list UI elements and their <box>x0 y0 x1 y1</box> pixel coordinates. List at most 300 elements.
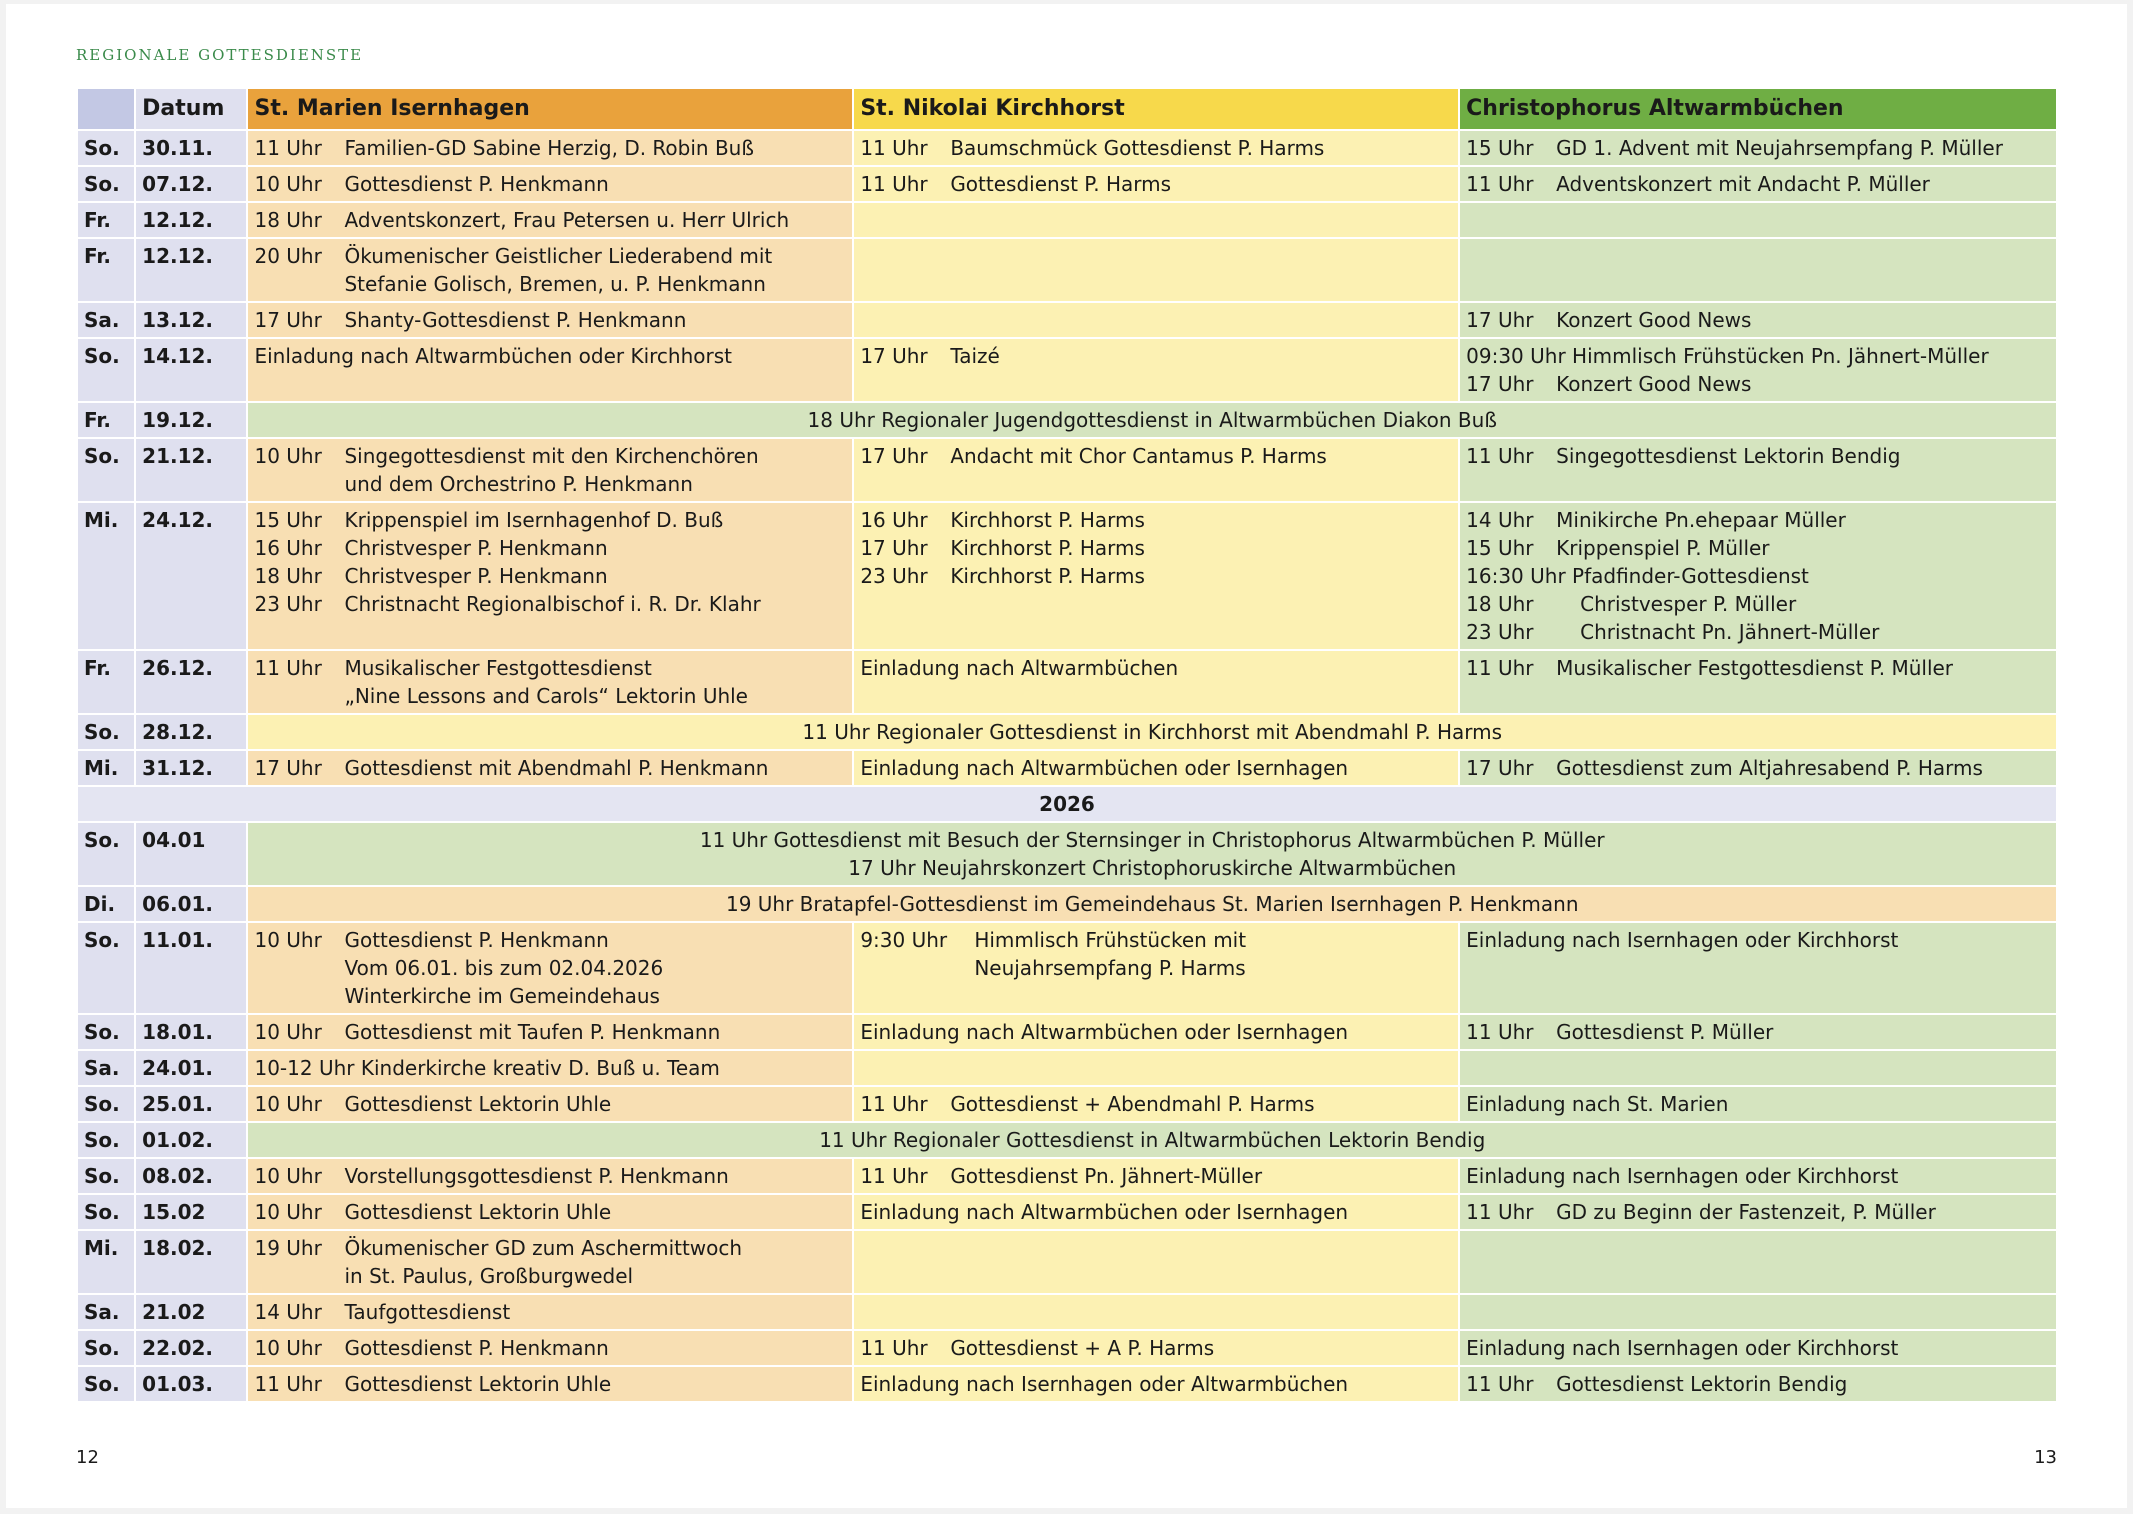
event-line: 11 Uhr Gottesdienst mit Besuch der Sternsinger in Christophorus Altwarmbüchen P. Müller <box>699 828 1605 852</box>
event-time: 16 Uhr <box>860 508 928 532</box>
event-description-line: Gottesdienst zum Altjahresabend P. Harms <box>1556 756 1983 780</box>
regional-service-cell <box>248 823 2056 885</box>
event-description-line: Gottesdienst P. Müller <box>1556 1020 1774 1044</box>
nikolai-cell: Einladung nach Altwarmbüchen oder Isernhagen <box>854 751 1458 785</box>
event-description-line: Konzert Good News <box>1556 308 1752 332</box>
nikolai-cell <box>854 1331 1458 1365</box>
event-description-line: Stefanie Golisch, Bremen, u. P. Henkmann <box>344 272 766 296</box>
date-cell: 01.03. <box>136 1367 246 1401</box>
event-time: 15 Uhr <box>254 508 322 532</box>
event-entry <box>1466 654 2050 682</box>
event-description-line: Singegottesdienst mit den Kirchenchören <box>344 444 759 468</box>
event-description-line: Adventskonzert, Frau Petersen u. Herr Ulrich <box>344 208 790 232</box>
event-time: 17 Uhr <box>1466 308 1534 332</box>
nikolai-cell <box>854 131 1458 165</box>
event-description-line: Neujahrsempfang P. Harms <box>974 956 1246 980</box>
event-description <box>1556 1018 2050 1046</box>
event-description <box>950 1334 1452 1362</box>
section-title: REGIONALE GOTTESDIENSTE <box>76 46 364 64</box>
event-description <box>950 506 1452 534</box>
christophorus-cell <box>1460 1195 2056 1229</box>
date-cell: 28.12. <box>136 715 246 749</box>
event-description-line: Ökumenischer GD zum Aschermittwoch <box>344 1236 743 1260</box>
table-row <box>78 303 2056 337</box>
marien-cell <box>248 651 852 713</box>
table-row <box>78 503 2056 649</box>
event-time: 18 Uhr <box>254 208 322 232</box>
event-description <box>1556 370 2050 398</box>
event-description <box>1556 306 2050 334</box>
event-time: 17 Uhr <box>1466 372 1534 396</box>
event-entry <box>1466 442 2050 470</box>
marien-cell <box>248 203 852 237</box>
event-description <box>1556 754 2050 782</box>
event-description-line: Musikalischer Festgottesdienst <box>344 656 652 680</box>
event-description-line: Ökumenischer Geistlicher Liederabend mit <box>344 244 773 268</box>
event-description <box>344 1370 846 1398</box>
event-description <box>950 342 1452 370</box>
date-cell: 12.12. <box>136 239 246 301</box>
event-description-line: Gottesdienst Lektorin Bendig <box>1556 1372 1848 1396</box>
event-description <box>344 1334 846 1362</box>
event-entry <box>254 562 846 590</box>
weekday-cell: Sa. <box>78 1295 134 1329</box>
date-cell: 24.12. <box>136 503 246 649</box>
event-time: 10 Uhr <box>254 1200 322 1224</box>
nikolai-cell <box>854 503 1458 649</box>
event-description-line: Taufgottesdienst <box>344 1300 511 1324</box>
weekday-cell: So. <box>78 1087 134 1121</box>
event-description <box>344 242 846 298</box>
event-time: 11 Uhr <box>860 136 928 160</box>
event-description <box>950 134 1452 162</box>
event-description <box>1556 534 2050 562</box>
table-row <box>78 1087 2056 1121</box>
event-description <box>344 1090 846 1118</box>
weekday-cell: Fr. <box>78 239 134 301</box>
weekday-cell: So. <box>78 167 134 201</box>
date-cell: 22.02. <box>136 1331 246 1365</box>
page-number-right: 13 <box>2034 1447 2057 1468</box>
event-entry <box>254 442 846 498</box>
regional-service-cell: 11 Uhr Regionaler Gottesdienst in Kirchhorst mit Abendmahl P. Harms <box>248 715 2056 749</box>
event-description-line: Christvesper P. Müller <box>1580 592 1797 616</box>
event-time: 10 Uhr <box>254 1336 322 1360</box>
event-entry <box>1466 1018 2050 1046</box>
weekday-cell: So. <box>78 1367 134 1401</box>
event-description <box>1556 1370 2050 1398</box>
event-description <box>1556 654 2050 682</box>
table-row <box>78 923 2056 1013</box>
event-entry <box>254 754 846 782</box>
event-description <box>344 754 846 782</box>
marien-cell <box>248 131 852 165</box>
event-entry <box>860 134 1452 162</box>
weekday-cell: Sa. <box>78 303 134 337</box>
marien-cell <box>248 1195 852 1229</box>
date-cell: 24.01. <box>136 1051 246 1085</box>
christophorus-cell <box>1460 339 2056 401</box>
event-time: 17 Uhr <box>254 756 322 780</box>
event-description <box>1556 134 2050 162</box>
event-description-line: Gottesdienst mit Abendmahl P. Henkmann <box>344 756 769 780</box>
event-time: 11 Uhr <box>1466 656 1534 680</box>
event-time: 11 Uhr <box>860 1092 928 1116</box>
nikolai-cell-empty <box>854 239 1458 301</box>
event-description <box>950 534 1452 562</box>
event-description <box>950 1090 1452 1118</box>
service-schedule-table <box>76 87 2058 1403</box>
date-cell: 18.01. <box>136 1015 246 1049</box>
event-time: 23 Uhr <box>254 592 322 616</box>
event-description-line: Christvesper P. Henkmann <box>344 564 608 588</box>
event-line: 16:30 Uhr Pfadfinder-Gottesdienst <box>1466 564 1809 588</box>
event-entry <box>254 534 846 562</box>
event-entry <box>254 306 846 334</box>
event-description-line: Krippenspiel P. Müller <box>1556 536 1770 560</box>
event-description <box>1556 506 2050 534</box>
regional-service-cell: 11 Uhr Regionaler Gottesdienst in Altwarmbüchen Lektorin Bendig <box>248 1123 2056 1157</box>
event-description-line: Gottesdienst + Abendmahl P. Harms <box>950 1092 1315 1116</box>
event-list <box>1466 590 2050 646</box>
event-time: 18 Uhr <box>1466 592 1534 616</box>
weekday-cell: Fr. <box>78 651 134 713</box>
event-description-line: Musikalischer Festgottesdienst P. Müller <box>1556 656 1954 680</box>
christophorus-cell <box>1460 131 2056 165</box>
date-header: Datum <box>136 89 246 129</box>
event-description <box>1580 590 2050 618</box>
event-description-line: Baumschmück Gottesdienst P. Harms <box>950 136 1325 160</box>
nikolai-cell-empty <box>854 1231 1458 1293</box>
weekday-cell: So. <box>78 1123 134 1157</box>
event-entry <box>860 926 1452 982</box>
date-cell: 11.01. <box>136 923 246 1013</box>
event-description <box>344 1162 846 1190</box>
event-description-line: GD zu Beginn der Fastenzeit, P. Müller <box>1556 1200 1936 1224</box>
nikolai-cell-empty <box>854 1051 1458 1085</box>
event-time: 10 Uhr <box>254 172 322 196</box>
date-cell: 01.02. <box>136 1123 246 1157</box>
marien-cell <box>248 1295 852 1329</box>
event-description-line: Krippenspiel im Isernhagenhof D. Buß <box>344 508 724 532</box>
event-description-line: Shanty-Gottesdienst P. Henkmann <box>344 308 687 332</box>
event-description-line: Andacht mit Chor Cantamus P. Harms <box>950 444 1327 468</box>
event-time: 14 Uhr <box>1466 508 1534 532</box>
date-cell: 06.01. <box>136 887 246 921</box>
event-description-line: Kirchhorst P. Harms <box>950 564 1145 588</box>
christophorus-cell <box>1460 303 2056 337</box>
date-cell: 25.01. <box>136 1087 246 1121</box>
weekday-cell: Mi. <box>78 503 134 649</box>
event-time: 15 Uhr <box>1466 136 1534 160</box>
event-description <box>950 442 1452 470</box>
event-time: 23 Uhr <box>1466 620 1534 644</box>
event-description-line: Singegottesdienst Lektorin Bendig <box>1556 444 1901 468</box>
event-entry <box>860 1090 1452 1118</box>
table-header-row <box>78 89 2056 129</box>
event-time: 17 Uhr <box>254 308 322 332</box>
date-cell: 31.12. <box>136 751 246 785</box>
event-entry <box>860 534 1452 562</box>
marien-cell: Einladung nach Altwarmbüchen oder Kirchhorst <box>248 339 852 401</box>
table-row <box>78 1195 2056 1229</box>
event-entry <box>254 170 846 198</box>
regional-service-cell: 18 Uhr Regionaler Jugendgottesdienst in Altwarmbüchen Diakon Buß <box>248 403 2056 437</box>
table-row <box>78 1331 2056 1365</box>
event-entry <box>254 134 846 162</box>
event-time: 16 Uhr <box>254 536 322 560</box>
christophorus-cell-empty <box>1460 1051 2056 1085</box>
date-cell: 19.12. <box>136 403 246 437</box>
event-description-line: Christnacht Pn. Jähnert-Müller <box>1580 620 1880 644</box>
nikolai-cell: Einladung nach Altwarmbüchen <box>854 651 1458 713</box>
event-time: 10 Uhr <box>254 444 322 468</box>
event-description-line: Gottesdienst + A P. Harms <box>950 1336 1215 1360</box>
event-time: 11 Uhr <box>254 1372 322 1396</box>
weekday-header <box>78 89 134 129</box>
event-description <box>344 306 846 334</box>
marien-cell <box>248 503 852 649</box>
event-description-line: Familien-GD Sabine Herzig, D. Robin Buß <box>344 136 754 160</box>
event-description <box>344 506 846 534</box>
event-entry <box>254 1370 846 1398</box>
weekday-cell: So. <box>78 1195 134 1229</box>
event-time: 10 Uhr <box>254 1092 322 1116</box>
event-entry <box>254 1234 846 1290</box>
event-line: 17 Uhr Neujahrskonzert Christophoruskirche Altwarmbüchen <box>848 856 1457 880</box>
event-description-line: und dem Orchestrino P. Henkmann <box>344 472 693 496</box>
marien-cell <box>248 1087 852 1121</box>
event-entry <box>1466 534 2050 562</box>
table-row <box>78 131 2056 165</box>
event-time: 17 Uhr <box>860 536 928 560</box>
event-entry <box>254 926 846 1010</box>
event-description <box>344 1298 846 1326</box>
event-time: 23 Uhr <box>860 564 928 588</box>
event-entry <box>1466 1370 2050 1398</box>
table-row <box>78 239 2056 301</box>
nikolai-cell: Einladung nach Altwarmbüchen oder Isernhagen <box>854 1195 1458 1229</box>
weekday-cell: So. <box>78 339 134 401</box>
event-entry <box>254 506 846 534</box>
event-entry <box>860 170 1452 198</box>
table-row <box>78 1051 2056 1085</box>
nikolai-cell-empty <box>854 1295 1458 1329</box>
nikolai-cell <box>854 339 1458 401</box>
event-description-line: Kirchhorst P. Harms <box>950 508 1145 532</box>
event-entry <box>254 590 846 618</box>
date-cell: 15.02 <box>136 1195 246 1229</box>
marien-cell <box>248 1367 852 1401</box>
event-description <box>950 170 1452 198</box>
brochure-spread <box>6 4 2127 1508</box>
weekday-cell: So. <box>78 923 134 1013</box>
table-row <box>78 1123 2056 1157</box>
marien-header: St. Marien Isernhagen <box>248 89 852 129</box>
christophorus-cell-empty <box>1460 1295 2056 1329</box>
event-time: 18 Uhr <box>254 564 322 588</box>
event-description-line: Christvesper P. Henkmann <box>344 536 608 560</box>
event-entry <box>1466 170 2050 198</box>
event-entry <box>1466 754 2050 782</box>
date-cell: 21.02 <box>136 1295 246 1329</box>
event-entry <box>254 1298 846 1326</box>
event-entry <box>860 442 1452 470</box>
event-description-line: Taizé <box>950 344 1000 368</box>
page-number-left: 12 <box>76 1447 99 1468</box>
date-cell: 08.02. <box>136 1159 246 1193</box>
event-description-line: Christnacht Regionalbischof i. R. Dr. Klahr <box>344 592 761 616</box>
nikolai-cell: Einladung nach Altwarmbüchen oder Isernhagen <box>854 1015 1458 1049</box>
christophorus-cell <box>1460 651 2056 713</box>
table-row <box>78 887 2056 921</box>
weekday-cell: Fr. <box>78 203 134 237</box>
marien-cell <box>248 439 852 501</box>
marien-cell <box>248 167 852 201</box>
marien-cell <box>248 1159 852 1193</box>
weekday-cell: Mi. <box>78 751 134 785</box>
marien-cell <box>248 303 852 337</box>
event-description-line: Gottesdienst Lektorin Uhle <box>344 1372 612 1396</box>
marien-cell <box>248 1015 852 1049</box>
event-description <box>1556 1198 2050 1226</box>
marien-cell <box>248 923 852 1013</box>
nikolai-cell: Einladung nach Isernhagen oder Altwarmbüchen <box>854 1367 1458 1401</box>
event-entry <box>860 562 1452 590</box>
table-row <box>78 1231 2056 1293</box>
nikolai-cell <box>854 439 1458 501</box>
nikolai-cell <box>854 923 1458 1013</box>
nikolai-cell-empty <box>854 203 1458 237</box>
event-time: 9:30 Uhr <box>860 928 948 952</box>
event-description <box>344 562 846 590</box>
weekday-cell: So. <box>78 1331 134 1365</box>
weekday-cell: Di. <box>78 887 134 921</box>
event-entry <box>254 1198 846 1226</box>
christophorus-cell: Einladung nach Isernhagen oder Kirchhorst <box>1460 1159 2056 1193</box>
event-description <box>344 654 846 710</box>
event-description-line: „Nine Lessons and Carols“ Lektorin Uhle <box>344 684 748 708</box>
marien-cell <box>248 1331 852 1365</box>
event-entry <box>254 654 846 710</box>
table-row <box>78 651 2056 713</box>
date-cell: 13.12. <box>136 303 246 337</box>
event-description-line: Himmlisch Frühstücken mit <box>974 928 1247 952</box>
event-list <box>1466 506 2050 562</box>
event-entry <box>254 242 846 298</box>
event-time: 11 Uhr <box>1466 1200 1534 1224</box>
event-time: 19 Uhr <box>254 1236 322 1260</box>
date-cell: 12.12. <box>136 203 246 237</box>
event-entry <box>1466 306 2050 334</box>
event-description-line: GD 1. Advent mit Neujahrsempfang P. Müller <box>1556 136 2003 160</box>
event-description-line: Gottesdienst Lektorin Uhle <box>344 1200 612 1224</box>
event-description-line: Winterkirche im Gemeindehaus <box>344 984 660 1008</box>
christophorus-cell <box>1460 1367 2056 1401</box>
event-description-line: Minikirche Pn.ehepaar Müller <box>1556 508 1846 532</box>
event-description <box>1556 170 2050 198</box>
event-entry <box>860 342 1452 370</box>
table-row <box>78 203 2056 237</box>
date-cell: 26.12. <box>136 651 246 713</box>
event-time: 11 Uhr <box>860 172 928 196</box>
event-description <box>344 926 846 1010</box>
event-time: 14 Uhr <box>254 1300 322 1324</box>
event-time: 10 Uhr <box>254 1164 322 1188</box>
nikolai-header: St. Nikolai Kirchhorst <box>854 89 1458 129</box>
event-time: 11 Uhr <box>1466 1372 1534 1396</box>
date-cell: 18.02. <box>136 1231 246 1293</box>
date-cell: 07.12. <box>136 167 246 201</box>
marien-cell <box>248 239 852 301</box>
table-row <box>78 167 2056 201</box>
event-description <box>344 534 846 562</box>
nikolai-cell-empty <box>854 303 1458 337</box>
event-description-line: Gottesdienst P. Henkmann <box>344 172 609 196</box>
event-entry <box>860 1334 1452 1362</box>
weekday-cell: Sa. <box>78 1051 134 1085</box>
table-row <box>78 1295 2056 1329</box>
weekday-cell: So. <box>78 823 134 885</box>
event-description <box>344 590 846 618</box>
table-row <box>78 339 2056 401</box>
christophorus-header: Christophorus Altwarmbüchen <box>1460 89 2056 129</box>
event-entry <box>1466 506 2050 534</box>
event-entry <box>1466 590 2050 618</box>
event-time: 11 Uhr <box>254 656 322 680</box>
christophorus-cell: Einladung nach Isernhagen oder Kirchhorst <box>1460 1331 2056 1365</box>
event-time: 17 Uhr <box>860 444 928 468</box>
event-time: 10 Uhr <box>254 1020 322 1044</box>
christophorus-cell-empty <box>1460 203 2056 237</box>
event-description <box>950 562 1452 590</box>
marien-cell <box>248 751 852 785</box>
event-entry <box>860 506 1452 534</box>
event-description <box>344 1198 846 1226</box>
event-description <box>344 1018 846 1046</box>
event-entry <box>254 1334 846 1362</box>
table-row <box>78 1015 2056 1049</box>
event-time: 11 Uhr <box>254 136 322 160</box>
weekday-cell: So. <box>78 439 134 501</box>
event-entry <box>1466 370 2050 398</box>
event-entry <box>254 1018 846 1046</box>
event-entry <box>254 1090 846 1118</box>
event-time: 17 Uhr <box>1466 756 1534 780</box>
christophorus-cell <box>1460 503 2056 649</box>
christophorus-cell: Einladung nach Isernhagen oder Kirchhorst <box>1460 923 2056 1013</box>
nikolai-cell <box>854 1087 1458 1121</box>
event-entry <box>254 1162 846 1190</box>
event-description-line: Gottesdienst Lektorin Uhle <box>344 1092 612 1116</box>
nikolai-cell <box>854 167 1458 201</box>
event-description-line: Gottesdienst Pn. Jähnert-Müller <box>950 1164 1263 1188</box>
event-time: 10 Uhr <box>254 928 322 952</box>
event-description <box>344 170 846 198</box>
christophorus-cell <box>1460 167 2056 201</box>
event-description <box>950 1162 1452 1190</box>
event-description-line: Vorstellungsgottesdienst P. Henkmann <box>344 1164 729 1188</box>
event-description <box>344 442 846 498</box>
event-list <box>1466 370 2050 398</box>
date-cell: 14.12. <box>136 339 246 401</box>
table-row <box>78 751 2056 785</box>
event-description <box>344 1234 846 1290</box>
table-row <box>78 1367 2056 1401</box>
table-row <box>78 823 2056 885</box>
event-description <box>344 134 846 162</box>
christophorus-cell-empty <box>1460 239 2056 301</box>
